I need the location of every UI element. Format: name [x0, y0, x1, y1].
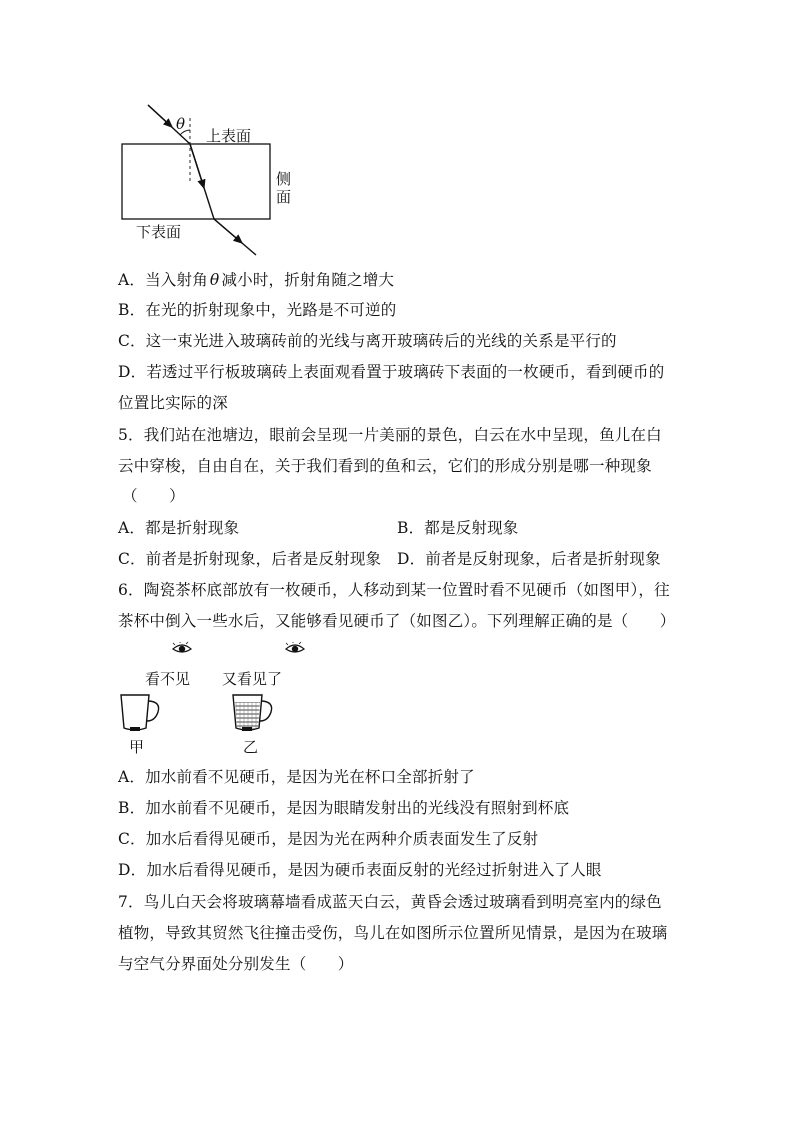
- q4-option-a-prefix: A．当入射角: [118, 271, 208, 289]
- eye-icon-right: [285, 642, 305, 656]
- q7-stem-line1: 7．鸟儿白天会将玻璃幕墙看成蓝天白云，黄昏会透过玻璃看到明亮室内的绿色: [118, 893, 662, 911]
- q6-option-d: D．加水后看得见硬币，是因为硬币表面反射的光经过折射进入了人眼: [118, 861, 602, 879]
- q6-stem-line2: 茶杯中倒入一些水后，又能够看见硬币了（如图乙）。下列理解正确的是（ ）: [118, 612, 676, 630]
- q5-option-c: C．前者是折射现象，后者是反射现象: [118, 550, 382, 568]
- cup-empty-diagram: [118, 692, 168, 738]
- q6-option-a: A．加水前看不见硬币，是因为光在杯口全部折射了: [118, 768, 475, 786]
- q4-option-d-line2: 位置比实际的深: [118, 394, 228, 412]
- q6-option-b: B．加水前看不见硬币，是因为眼睛发射出的光线没有照射到杯底: [118, 799, 570, 817]
- q5-option-d: D．前者是反射现象，后者是折射现象: [397, 550, 661, 568]
- q6-option-c: C．加水后看得见硬币，是因为光在两种介质表面发生了反射: [118, 830, 539, 848]
- top-surface-label: 上表面: [206, 127, 252, 145]
- cup-with-water-diagram: [230, 692, 280, 738]
- q4-option-a-theta: θ: [209, 271, 220, 289]
- glass-slab: [122, 144, 270, 219]
- q7-stem-line3: 与空气分界面处分别发生（ ）: [118, 955, 354, 973]
- eye-icon-left: [172, 642, 192, 656]
- q7-stem-line2: 植物，导致其贸然飞往撞击受伤，鸟儿在如图所示位置所见情景，是因为在玻璃: [118, 924, 668, 942]
- q6-stem-line1: 6．陶瓷茶杯底部放有一枚硬币，人移动到某一位置时看不见硬币（如图甲），往: [118, 581, 670, 599]
- q4-option-a: [118, 270, 394, 290]
- q4-option-d-line1: D．若透过平行板玻璃砖上表面观看置于玻璃砖下表面的一枚硬币，看到硬币的: [118, 363, 665, 381]
- q4-option-b: B．在光的折射现象中，光路是不可逆的: [118, 301, 397, 319]
- emergent-arrow: [214, 219, 242, 243]
- q5-stem-line2: 云中穿梭，自由自在，关于我们看到的鱼和云，它们的形成分别是哪一种现象: [118, 457, 652, 475]
- side-surface-label-1: 侧: [276, 170, 292, 188]
- q5-stem-line1: 5．我们站在池塘边，眼前会呈现一片美丽的景色，白云在水中呈现，鱼儿在白: [118, 426, 662, 444]
- label-yi: 乙: [243, 738, 259, 756]
- caption-cannot-see: 看不见: [145, 670, 191, 688]
- q5-option-b: B．都是反射现象: [397, 519, 519, 537]
- caption-see-again: 又看见了: [222, 670, 283, 688]
- incident-arrow: [148, 105, 172, 127]
- refracted-arrow: [190, 144, 204, 188]
- q5-option-a: A．都是折射现象: [118, 519, 240, 537]
- side-surface-label-2: 面: [276, 188, 292, 206]
- q5-answer-bracket: （ ）: [122, 487, 185, 505]
- q4-option-c: C．这一束光进入玻璃砖前的光线与离开玻璃砖后的光线的关系是平行的: [118, 332, 617, 350]
- theta-label: θ: [176, 115, 186, 133]
- bottom-surface-label: 下表面: [136, 223, 182, 241]
- q4-option-a-suffix: 减小时，折射角随之增大: [221, 271, 395, 289]
- label-jia: 甲: [129, 738, 145, 756]
